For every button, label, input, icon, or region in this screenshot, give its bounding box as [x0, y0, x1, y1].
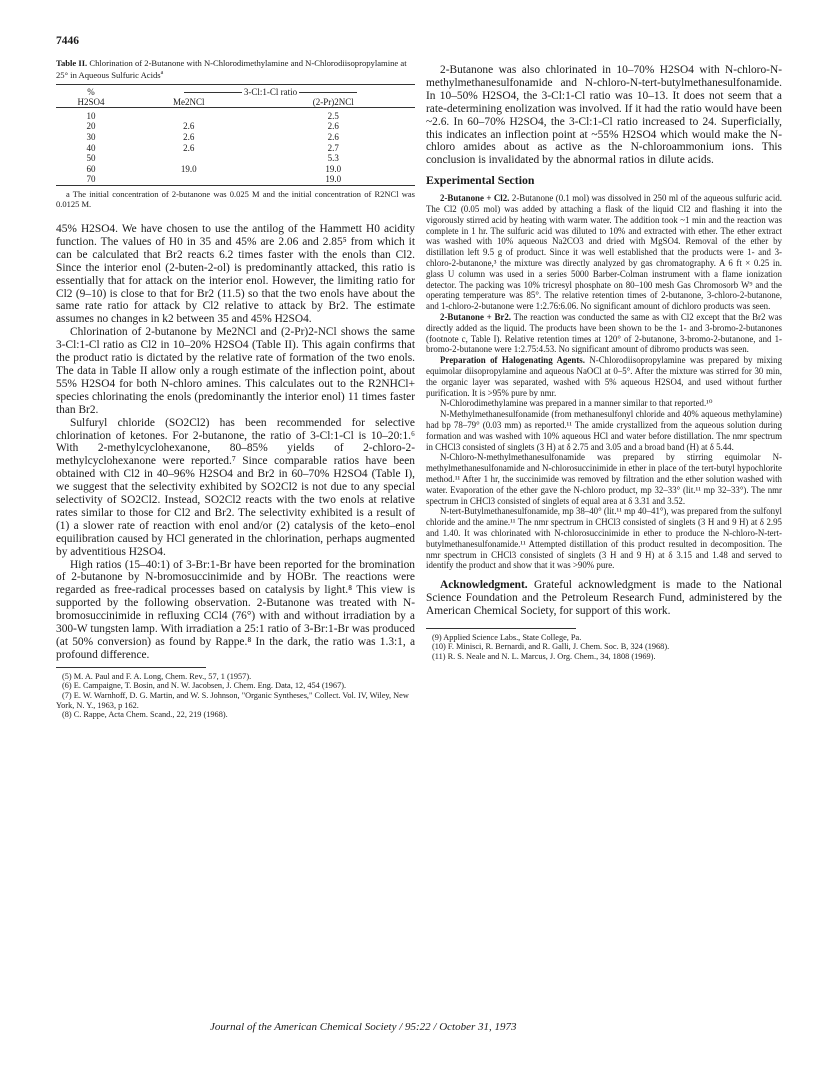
- journal-footer: Journal of the American Chemical Society / 95:22 / October 31, 1973: [210, 1021, 517, 1033]
- reference: (7) E. W. Warnhoff, D. G. Martin, and W. S. Johnson, "Organic Syntheses," Collect. Vol. IV, Wiley, New York, N. Y., 1963, p 162.: [56, 691, 409, 710]
- reference: (6) E. Campaigne, T. Bosin, and N. W. Jacobsen, J. Chem. Eng. Data, 12, 454 (1967).: [62, 681, 347, 691]
- left-references: [56, 672, 415, 720]
- table-caption: [56, 58, 415, 80]
- subheading: 2-Butanone + Cl2.: [440, 193, 510, 204]
- left-paragraph-1: 45% H2SO4. We have chosen to use the antilog of the Hammett H0 acidity function. The values of H0 in 35 and 45% are 2.06 and 2.85⁵ from which it can be calculated that Br2 reacts 6.2 times faster with the enols than Cl2. Since the interior enol (2-buten-2-ol) is predominantly attacked, this ratio is essentially that for attack on the interior enol. However, the limiting ratio for Cl2 (9–10) is close to that for Br2 (11.5) so that the two enols have about the same rate ratio for attack by Cl2 relative to attack by Br2. The estimate assumes no changes in k2 between 35 and 45% H2SO4.: [56, 223, 415, 326]
- table-cell-pr: 2.5: [327, 110, 339, 121]
- table-body: [56, 111, 415, 186]
- table-row: [56, 164, 415, 175]
- table-row: [56, 143, 415, 154]
- table-ii: [56, 58, 415, 209]
- table-caption-label: Table II.: [56, 58, 88, 68]
- table-cell-pr: 2.7: [327, 142, 339, 153]
- table-cell-acid: 70: [86, 174, 96, 185]
- reference: (11) R. S. Neale and N. L. Marcus, J. Org. Chem., 34, 1808 (1969).: [432, 652, 656, 662]
- table-caption-marker: a: [160, 70, 164, 76]
- section-heading: Experimental Section: [426, 173, 535, 188]
- paragraph-text: N-Chlorodiisopropylamine was prepared by mixing equimolar diisopropylamine and aqueous NaOCl at 0–5°. After the mixture was stirred for 30 min, the organic layer was separated, washed with 5% aqueous H2SO4, and used without further purification. It is >95% pure by nmr.: [426, 355, 783, 398]
- footnote-divider: [56, 667, 206, 668]
- table-cell-me: 2.6: [183, 132, 195, 143]
- acknowledgment: [426, 579, 782, 618]
- table-footnote: a The initial concentration of 2-butanone was 0.025 M and the initial concentration of R2NCl was 0.0125 M.: [56, 189, 415, 210]
- table-cell-me: 2.6: [183, 121, 195, 132]
- reference: (8) C. Rappe, Acta Chem. Scand., 22, 219 (1968).: [62, 710, 228, 720]
- experimental-paragraph: [426, 193, 782, 312]
- table-cell-acid: 30: [86, 132, 96, 143]
- subheading: Preparation of Halogenating Agents.: [440, 355, 585, 366]
- experimental-paragraph: N-Chlorodimethylamine was prepared in a manner similar to that reported.¹⁰: [440, 398, 713, 409]
- table-cell-me: [126, 153, 252, 164]
- table-row: [56, 111, 415, 122]
- table-cell-acid: 60: [86, 163, 96, 174]
- table-header-ratio: [126, 84, 415, 97]
- acknowledgment-text: Grateful acknowledgment is made to the National Science Foundation and the Petroleum Research Fund, administered by the American Chemical Society, for support of this work.: [426, 579, 782, 617]
- experimental-paragraph: N-tert-Butylmethanesulfonamide, mp 38–40° (lit.¹¹ mp 40–41°), was prepared from the sulfonyl chloride and the amine.¹¹ The nmr spectrum in CHCl3 consisted of singlets (3 H and 9 H) at δ 2.95 and 1.40. It was chlorinated with N-chlorosuccinimide in ether to produce the N-chloro-N-tert-butylmethanesulfonamide.¹¹ Attempted distillation of this product resulted in decomposition. The nmr spectrum in CHCl3 consisted of singlets (3 H and 9 H) at δ 3.15 and 1.48 and served to identify the product and show that it was >90% pure.: [426, 506, 782, 571]
- page-number: 7446: [56, 35, 79, 47]
- acknowledgment-heading: Acknowledgment.: [440, 579, 528, 592]
- table-row: [56, 132, 415, 143]
- table-cell-acid: 50: [86, 153, 96, 164]
- right-column: [426, 64, 782, 662]
- table-header-acid: H2SO4: [77, 96, 105, 107]
- reference: (10) F. Minisci, R. Bernardi, and R. Galli, J. Chem. Soc. B, 324 (1968).: [432, 642, 670, 652]
- experimental-paragraph: N-Chloro-N-methylmethanesulfonamide was prepared by stirring equimolar N-methylmethanesulfonamide and N-chlorosuccinimide in ether in place of the tert-butyl hypochlorite method.¹¹ After 1 hr, the succinimide was removed by filtration and the ether solution washed with water. Evaporation of the ether gave the N-chloro product, mp 32–33° (lit.¹¹ mp 32–33°). The nmr spectrum in CHCl3 consisted of singlets of equal area at δ 3.31 and 3.52.: [426, 452, 782, 506]
- table-row: [56, 174, 415, 185]
- experimental-paragraph: [426, 312, 782, 355]
- right-intro-paragraph: 2-Butanone was also chlorinated in 10–70% H2SO4 with N-chloro-N-methylmethanesulfonamide and N-chloro-N-tert-butylmethanesulfonamide. In 10–50% H2SO4, the 3-Cl:1-Cl ratio was 10–13. It does not seem that a rate-determining enolization was involved. If it had the ratio would have been ~2.6. In 60–70% H2SO4, the 3-Cl:1-Cl ratio increased to 24. Superficially, this indicates an inflection point at ~55% H2SO4 which would make the N-chloro amides about as active as the N-chloroammonium ions. This conclusion is invalidated by the abnormal ratios in dilute acids.: [426, 64, 782, 167]
- right-references: [426, 633, 782, 662]
- table-ii-data: [56, 84, 415, 186]
- table-header-me: Me2NCl: [173, 96, 205, 107]
- experimental-paragraph: N-Methylmethanesulfonamide (from methanesulfonyl chloride and 40% aqueous methylamine) had bp 78–79° (0.03 mm) as reported.¹¹ The amide crystallized from the aqueous solution during formation and was washed with 10% aqueous HCl and water before distillation. The nmr spectrum in CHCl3 consisted of singlets (3 H) at δ 2.75 and 3.05 and a broad band (H) at δ 5.44.: [426, 409, 782, 452]
- table-cell-pr: 2.6: [327, 132, 339, 143]
- left-column: [56, 58, 415, 720]
- table-cell-me: [126, 111, 252, 122]
- reference: (5) M. A. Paul and F. A. Long, Chem. Rev., 57, 1 (1957).: [62, 671, 252, 681]
- paragraph-text: The reaction was conducted the same as with Cl2 except that the Br2 was directly added as the liquid. The products have been shown to be the 1- and 3-bromo-2-butanones (footnote c, Table I). Relative retention times at 120° of 2-butanone, 3-bromo-2-butanone, and 1-bromo-2-butanone were 1:2.75:4.53. No significant amount of dibromo products was seen.: [426, 312, 782, 355]
- table-cell-pr: 5.3: [327, 153, 339, 164]
- reference: (9) Applied Science Labs., State College, Pa.: [432, 632, 582, 642]
- left-paragraph-2: Chlorination of 2-butanone by Me2NCl and (2-Pr)2-NCl shows the same 3-Cl:1-Cl ratio as Cl2 in 10–20% H2SO4 (Table II). This again confirms that the product ratio is dictated by the relative rate of formation of the two enols. The data in Table II allow only a rough estimate of the inflection point, about 55% H2SO4 for both N-chloro amines. This calculates out to the R2NHCl+ species chlorinating the enols (predominantly the interior enol) 11 times faster than Br2.: [56, 326, 415, 416]
- table-cell-acid: 10: [86, 110, 96, 121]
- left-paragraph-4: High ratios (15–40:1) of 3-Br:1-Br have been reported for the bromination of 2-butanone by N-bromosuccinimide and by HOBr. The reactions were regarded as free-radical processes based on catalysis by light.⁸ This view is supported by the following observation. 2-Butanone was treated with N-bromosuccinimide in refluxing CCl4 (76°) with and without irradiation by a 300-W tungsten lamp. With irradiation a 25:1 ratio of 3-Br:1-Br was produced (at 50% conversion) as found by Rappe.⁸ In the dark, the ratio was 1.3:1, a profound difference.: [56, 558, 415, 661]
- table-ratio-label: 3-Cl:1-Cl ratio: [243, 86, 298, 97]
- table-cell-pr: 2.6: [327, 121, 339, 132]
- footnote-divider: [426, 628, 576, 629]
- table-row: [56, 121, 415, 132]
- table-caption-text: Chlorination of 2-Butanone with N-Chlorodimethylamine and N-Chlorodiisopropylamine at 25° in Aqueous Sulfuric Acids: [56, 58, 407, 80]
- table-cell-me: 2.6: [183, 142, 195, 153]
- table-cell-acid: 20: [86, 121, 96, 132]
- table-cell-pr: 19.0: [325, 174, 342, 185]
- subheading: 2-Butanone + Br2.: [440, 312, 512, 323]
- table-header-pr: (2-Pr)2NCl: [312, 96, 354, 107]
- table-cell-me: [126, 174, 252, 185]
- experimental-paragraph: [426, 355, 782, 398]
- table-row: [56, 153, 415, 164]
- table-cell-acid: 40: [86, 142, 96, 153]
- table-cell-pr: 19.0: [325, 163, 342, 174]
- left-paragraph-3: Sulfuryl chloride (SO2Cl2) has been recommended for selective chlorination of ketones. For 2-butanone, the ratio of 3-Cl:1-Cl is 10–20:1.⁶ With 2-methylcyclohexanone, 80–85% yields of 2-chloro-2-methylcyclohexanone were reported.⁷ Since comparable ratios have been obtained with Cl2 in 40–96% H2SO4 and Br2 in 60–70% H2SO4 (Table I), we suggest that the selectivity exhibited by SO2Cl2 is not due to any special selectivity of SO2Cl2. Instead, SO2Cl2 reacts with the two enols at relative rates similar to those for Cl2 and Br2. The selectivity exhibited is a result of (1) a slower rate of reaction with enol and/or (2) catalysis of the keto–enol equilibration caused by HCl generated in the chlorination, perhaps augmented by adventitious H2SO4.: [56, 416, 415, 558]
- paragraph-text: 2-Butanone (0.1 mol) was dissolved in 250 ml of the aqueous sulfuric acid. The Cl2 (0.05 mol) was added by attaching a flask of the liquid Cl2 and flashing it into the vigorously stirred acid by heating with warm water. The addition took ~1 min and the reaction was complete in 1 hr. The sulfuric acid was diluted to 10% and extracted with ether. The ether extract was washed with 10% aqueous Na2CO3 and dried with MgSO4. Removal of the ether by distillation left 9.5 g of product. Since it was well established that the products were 1- and 3-chloro-2-butanone,³ the mixture was directly analyzed by gas chromatography. A 6 ft × 0.25 in. glass U column was used in a series 5000 Barber-Colman instrument with a flame ionization detector. The packing was 10% tricresyl phosphate on 80–100 mesh Gas Chromosorb W⁹ and the operating temperature was 85°. The relative retention times of 2-butanone, 3-chloro-2-butanone, and 1-chloro-2-butanone were 1:2.76:6.06. No significant amount of dichloro products was seen.: [426, 193, 782, 312]
- table-header-pct: %: [87, 86, 95, 97]
- table-cell-me: 19.0: [180, 163, 197, 174]
